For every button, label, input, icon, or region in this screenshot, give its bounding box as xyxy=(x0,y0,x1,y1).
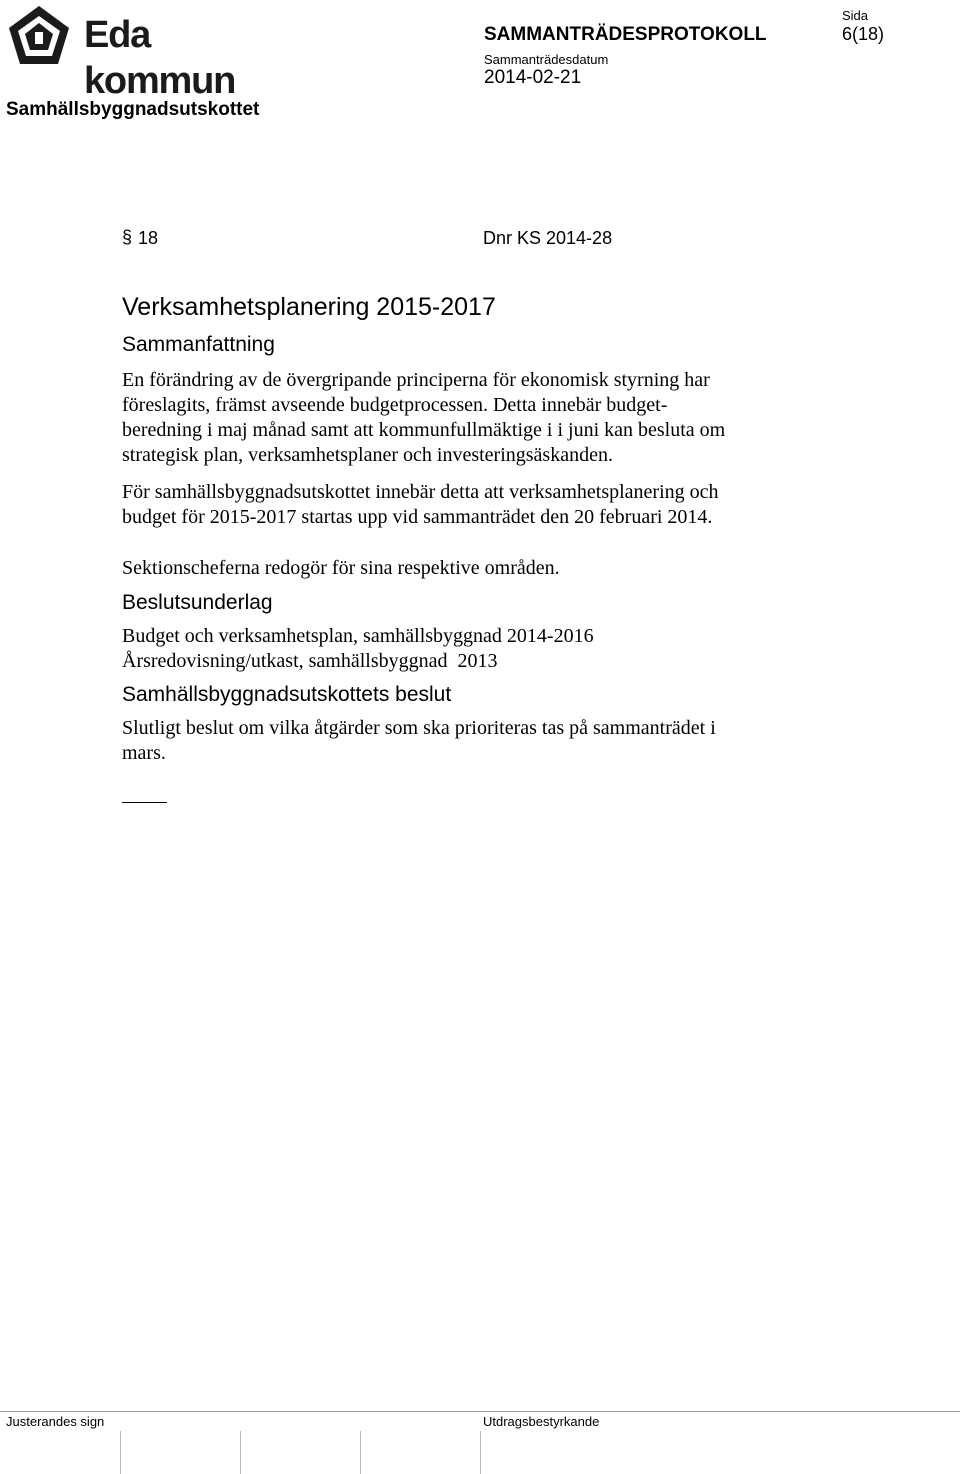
summary-paragraph xyxy=(122,368,725,468)
text-line: beredning i maj månad samt att kommunfullmäktige i i juni kan besluta om xyxy=(122,419,726,441)
text-line: strategisk plan, verksamhetsplaner och investeringsäskanden. xyxy=(122,444,613,466)
logo-wordmark: Eda kommun xyxy=(84,14,236,102)
decision-paragraph xyxy=(122,716,716,766)
text-line: En förändring av de övergripande principerna för ekonomisk styrning har xyxy=(122,369,710,391)
end-of-item-rule xyxy=(122,802,167,803)
basis-list xyxy=(122,624,594,674)
text-line: Slutligt beslut om vilka åtgärder som ska prioriteras tas på sammanträdet i xyxy=(122,717,716,739)
text-line: föreslagits, främst avseende budgetprocessen. Detta innebär budget- xyxy=(122,394,668,416)
paragraph-mark: § xyxy=(122,227,133,247)
summary-heading: Sammanfattning xyxy=(122,333,275,356)
decision-heading: Samhällsbyggnadsutskottets beslut xyxy=(122,683,452,706)
footer-adjuster-sign-label: Justerandes sign xyxy=(6,1414,105,1429)
text-line: Sektionscheferna redogör för sina respektive områden. xyxy=(122,557,560,579)
text-line: För samhällsbyggnadsutskottet innebär detta att verksamhetsplanering och xyxy=(122,481,719,503)
item-title: Verksamhetsplanering 2015-2017 xyxy=(122,293,496,321)
signature-box-divider xyxy=(480,1431,481,1474)
signature-box-divider xyxy=(120,1431,121,1474)
page-label: Sida xyxy=(842,8,869,23)
document-type: SAMMANTRÄDESPROTOKOLL xyxy=(484,24,767,45)
coat-of-arms-icon xyxy=(6,4,72,66)
footer-divider xyxy=(0,1411,960,1412)
basis-item: Årsredovisning/utkast, samhällsbyggnad 2013 xyxy=(122,650,498,672)
summary-paragraph-3 xyxy=(122,556,560,581)
meeting-date: 2014-02-21 xyxy=(484,67,582,88)
footer-extract-certification-label: Utdragsbestyrkande xyxy=(483,1414,600,1429)
municipality-logo xyxy=(6,4,296,102)
page-number: 6(18) xyxy=(842,24,885,44)
meeting-date-label: Sammanträdesdatum xyxy=(484,52,609,67)
item-number: 18 xyxy=(138,228,159,248)
signature-box-divider xyxy=(360,1431,361,1474)
diary-number: Dnr KS 2014-28 xyxy=(483,228,613,248)
text-line: budget för 2015-2017 startas upp vid sammanträdet den 20 februari 2014. xyxy=(122,506,713,528)
text-line: mars. xyxy=(122,742,166,764)
signature-box-divider xyxy=(240,1431,241,1474)
committee-name: Samhällsbyggnadsutskottet xyxy=(6,99,260,120)
basis-item: Budget och verksamhetsplan, samhällsbyggnad 2014-2016 xyxy=(122,625,594,647)
basis-heading: Beslutsunderlag xyxy=(122,591,273,614)
summary-paragraph-2 xyxy=(122,480,719,530)
